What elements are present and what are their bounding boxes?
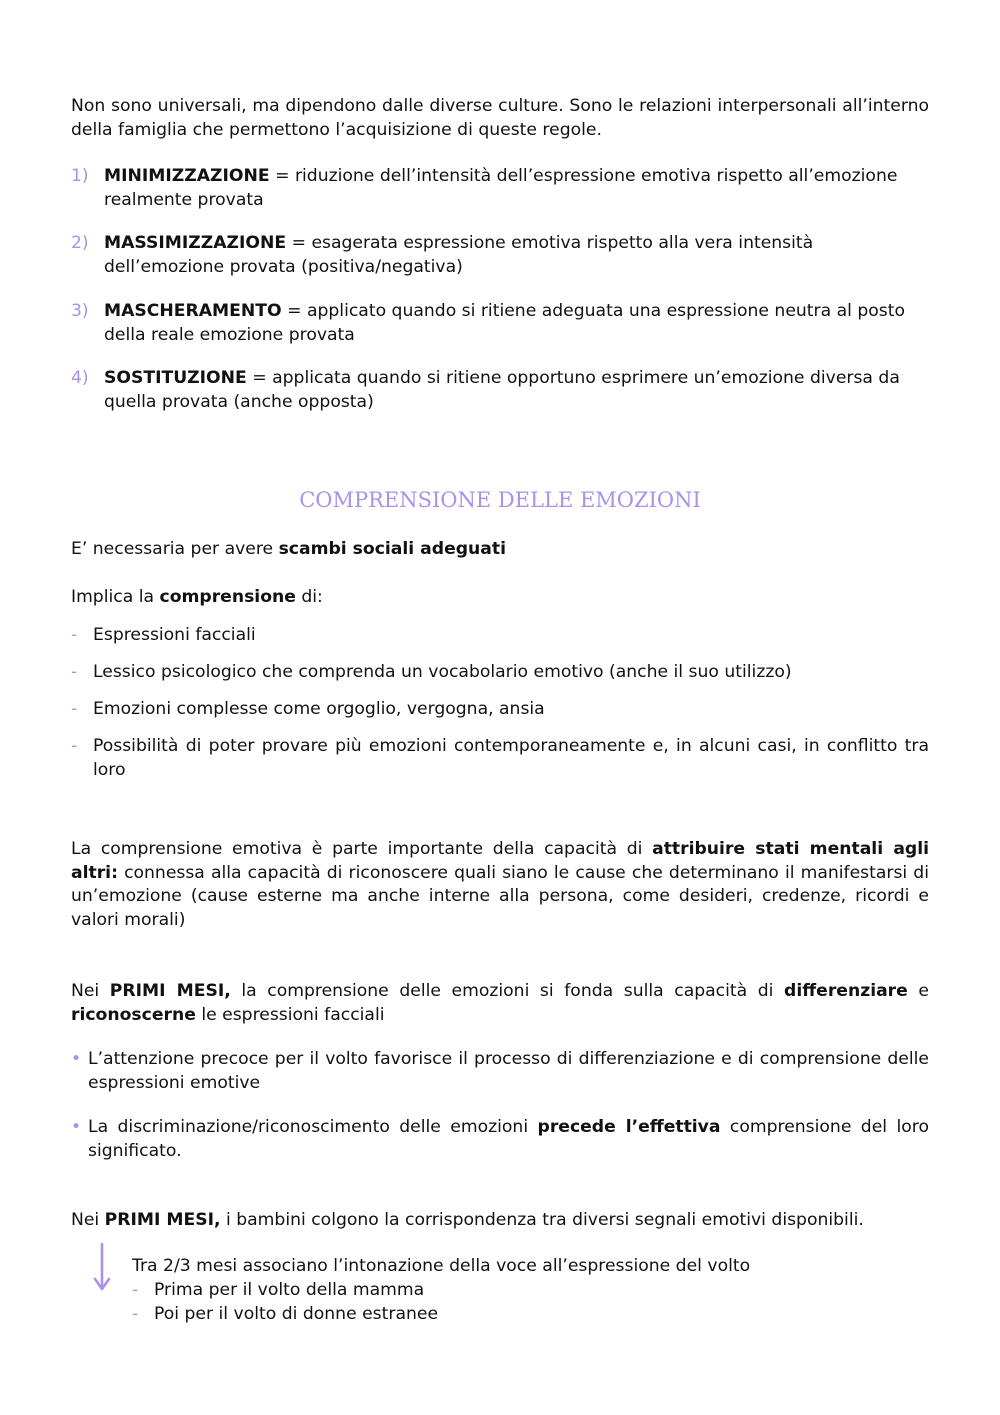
bullet-marker: •	[71, 1049, 82, 1069]
rule-item	[104, 300, 929, 347]
bold-span: scambi sociali adeguati	[278, 539, 506, 559]
list-item: Lessico psicologico che comprenda un vocabolario emotivo (anche il suo utilizzo)	[93, 662, 792, 682]
rule-number: 2)	[71, 233, 89, 253]
list-item: Possibilità di poter provare più emozioni contemporaneamente e, in alcuni casi, in conflitto tra loro	[93, 736, 929, 780]
intro-paragraph: Non sono universali, ma dipendono dalle diverse culture. Sono le relazioni interpersonali all’interno della famiglia che permettono l’acquisizione di queste regole.	[71, 96, 929, 140]
sub-text: Tra 2/3 mesi associano l’intonazione della voce all’espressione del volto	[132, 1256, 751, 1276]
necessaria-paragraph	[71, 538, 929, 562]
text-span: la comprensione delle emozioni si fonda sulla capacità di	[230, 981, 785, 1001]
rule-number: 3)	[71, 301, 89, 321]
bold-span: differenziare	[784, 981, 908, 1001]
text-span: comprensione del loro significato.	[88, 1117, 929, 1161]
rule-text: applicato quando si ritiene adeguata una espressione neutra al posto della reale emozione provata	[104, 301, 905, 345]
rule-item	[104, 367, 929, 414]
rule-separator: =	[246, 368, 273, 388]
rule-text: esagerata espressione emotiva rispetto alla vera intensità dell’emozione provata (positiva/negativa)	[104, 233, 814, 277]
text-span: Nei	[71, 981, 110, 1001]
bold-span: attribuire stati mentali agli altri:	[71, 839, 930, 883]
rule-separator: =	[286, 233, 312, 253]
text-span: di:	[295, 587, 323, 607]
sub-list-item: Poi per il volto di donne estranee	[154, 1304, 439, 1324]
dash-marker: -	[71, 625, 78, 645]
bold-span: precede l’effettiva	[537, 1117, 721, 1137]
implica-paragraph	[71, 586, 929, 610]
rule-separator: =	[281, 301, 307, 321]
text-span: Nei	[71, 1210, 105, 1230]
primi-mesi-paragraph	[71, 980, 929, 1027]
bullet-marker: •	[71, 1117, 82, 1137]
dash-marker: -	[71, 699, 78, 719]
text-span: Implica la	[71, 587, 160, 607]
rule-number: 4)	[71, 368, 89, 388]
rule-item	[104, 232, 929, 279]
rule-item	[104, 165, 929, 212]
text-span: i bambini colgono la corrispondenza tra diversi segnali emotivi disponibili.	[220, 1210, 864, 1230]
bold-span: PRIMI MESI,	[109, 981, 231, 1001]
list-item: Emozioni complesse come orgoglio, vergogna, ansia	[93, 699, 545, 719]
bold-span: comprensione	[159, 587, 296, 607]
rule-separator: =	[269, 166, 295, 186]
comprensione-paragraph	[71, 838, 929, 932]
primi-mesi-paragraph-2	[71, 1209, 929, 1233]
rule-term: MASCHERAMENTO	[104, 301, 282, 321]
rule-number: 1)	[71, 166, 89, 186]
rule-term: SOSTITUZIONE	[104, 368, 247, 388]
rule-text: riduzione dell’intensità dell’espressione emotiva rispetto all’emozione realmente provata	[104, 166, 898, 210]
bullet-item	[88, 1116, 929, 1163]
text-span: L’attenzione precoce per il volto favorisce il processo di differenziazione e di comprensione delle espressioni emotive	[88, 1049, 929, 1093]
bullet-item	[88, 1048, 929, 1095]
rule-term: MINIMIZZAZIONE	[104, 166, 270, 186]
dash-marker: -	[71, 736, 78, 756]
text-span: La discriminazione/riconoscimento delle emozioni	[88, 1117, 538, 1137]
dash-marker: -	[132, 1280, 139, 1300]
bold-span: riconoscerne	[71, 1004, 196, 1025]
rule-text: applicata quando si ritiene opportuno esprimere un’emozione diversa da quella provata (anche opposta)	[104, 368, 900, 412]
list-item: Espressioni facciali	[93, 625, 256, 645]
text-span: La comprensione emotiva è parte importante della capacità di	[71, 839, 653, 859]
section-title: COMPRENSIONE DELLE EMOZIONI	[299, 488, 701, 512]
bold-span: PRIMI MESI,	[104, 1210, 221, 1230]
text-span: le espressioni facciali	[195, 1004, 385, 1025]
down-arrow-icon	[92, 1242, 112, 1292]
text-span: e	[907, 981, 929, 1001]
dash-marker: -	[132, 1304, 139, 1324]
text-span: E’ necessaria per avere	[71, 539, 279, 559]
dash-marker: -	[71, 662, 78, 682]
sub-list-item: Prima per il volto della mamma	[154, 1280, 425, 1300]
rule-term: MASSIMIZZAZIONE	[104, 233, 287, 253]
text-span: connessa alla capacità di riconoscere quali siano le cause che determinano il manifestarsi di un’emozione (cause esterne ma anche interne alla persona, come desideri, credenze, ricordi e valori morali)	[71, 862, 929, 930]
